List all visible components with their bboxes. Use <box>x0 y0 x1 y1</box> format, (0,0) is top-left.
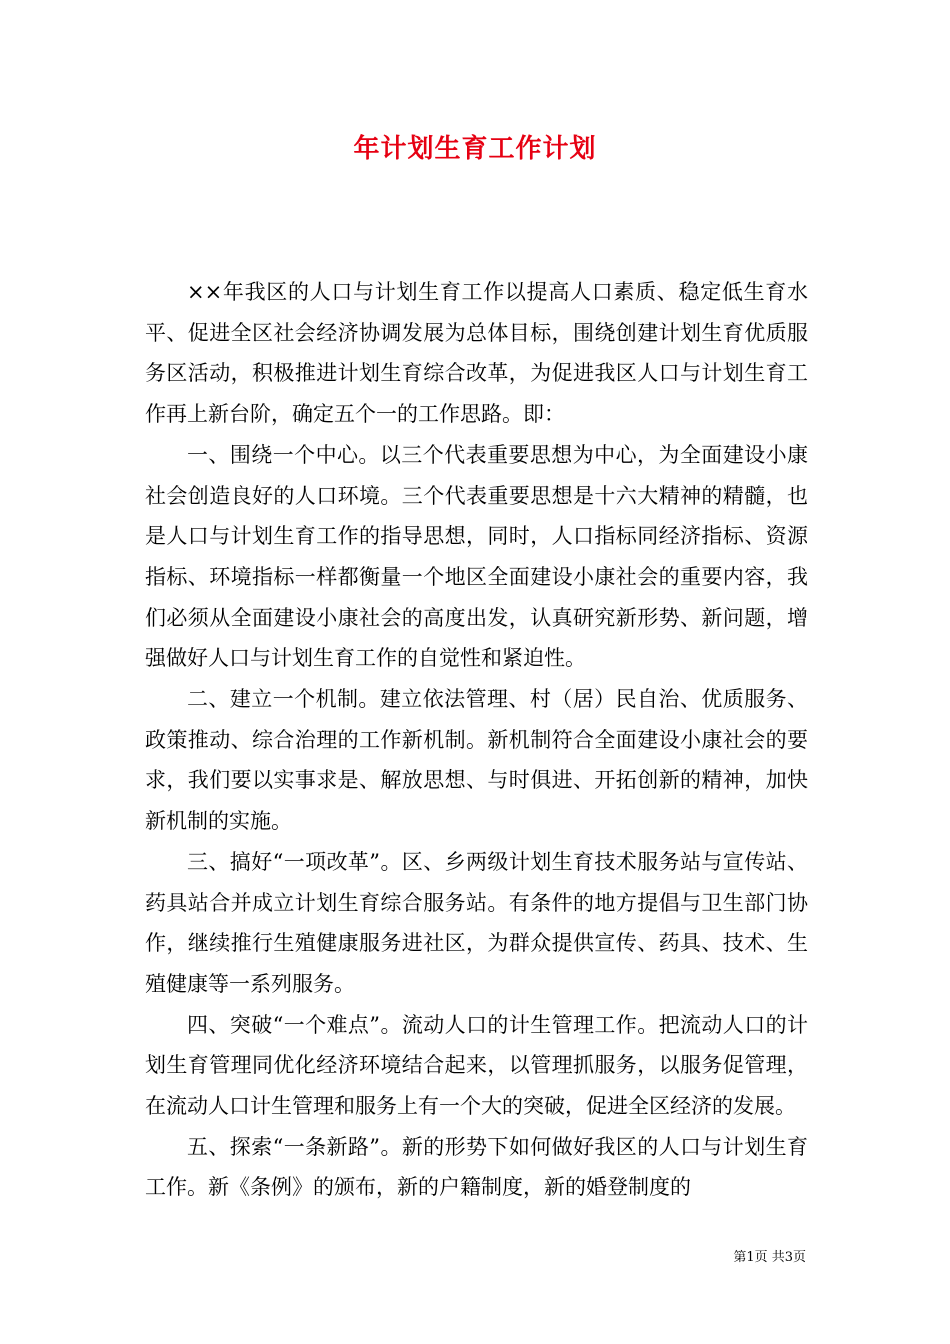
paragraph-one-mechanism: 二、建立一个机制。建立依法管理、村（居）民自治、优质服务、政策推动、综合治理的工作新机制。新机制符合全面建设小康社会的要求，我们要以实事求是、解放思想、与时俱进、开拓创新的精神，加快新机制的实施。 <box>145 687 808 834</box>
paragraph-one-new-road: 五、探索“一条新路”。新的形势下如何做好我区的人口与计划生育工作。新《条例》的颁布，新的户籍制度，新的婚登制度的 <box>145 1134 808 1200</box>
paragraph-one-center: 一、围绕一个中心。以三个代表重要思想为中心，为全面建设小康社会创造良好的人口环境。三个代表重要思想是十六大精神的精髓，也是人口与计划生育工作的指导思想，同时，人口指标同经济指标、资源指标、环境指标一样都衡量一个地区全面建设小康社会的重要内容，我们必须从全面建设小康社会的高度出发，认真研究新形势、新问题，增强做好人口与计划生育工作的自觉性和紧迫性。 <box>145 442 808 671</box>
document-body <box>145 272 808 1208</box>
page-title: 年计划生育工作计划 <box>353 134 597 164</box>
paragraph-intro: ××年我区的人口与计划生育工作以提高人口素质、稳定低生育水平、促进全区社会经济协调发展为总体目标，围绕创建计划生育优质服务区活动，积极推进计划生育综合改革，为促进我区人口与计划生育工作再上新台阶，确定五个一的工作思路。即： <box>145 280 808 427</box>
page-number: 第1页 共3页 <box>733 1250 806 1265</box>
paragraph-one-reform: 三、搞好“一项改革”。区、乡两级计划生育技术服务站与宣传站、药具站合并成立计划生育综合服务站。有条件的地方提倡与卫生部门协作，继续推行生殖健康服务进社区，为群众提供宣传、药具、技术、生殖健康等一系列服务。 <box>145 849 808 996</box>
paragraph-one-difficulty: 四、突破“一个难点”。流动人口的计生管理工作。把流动人口的计划生育管理同优化经济环境结合起来，以管理抓服务，以服务促管理，在流动人口计生管理和服务上有一个大的突破，促进全区经济的发展。 <box>145 1012 808 1119</box>
